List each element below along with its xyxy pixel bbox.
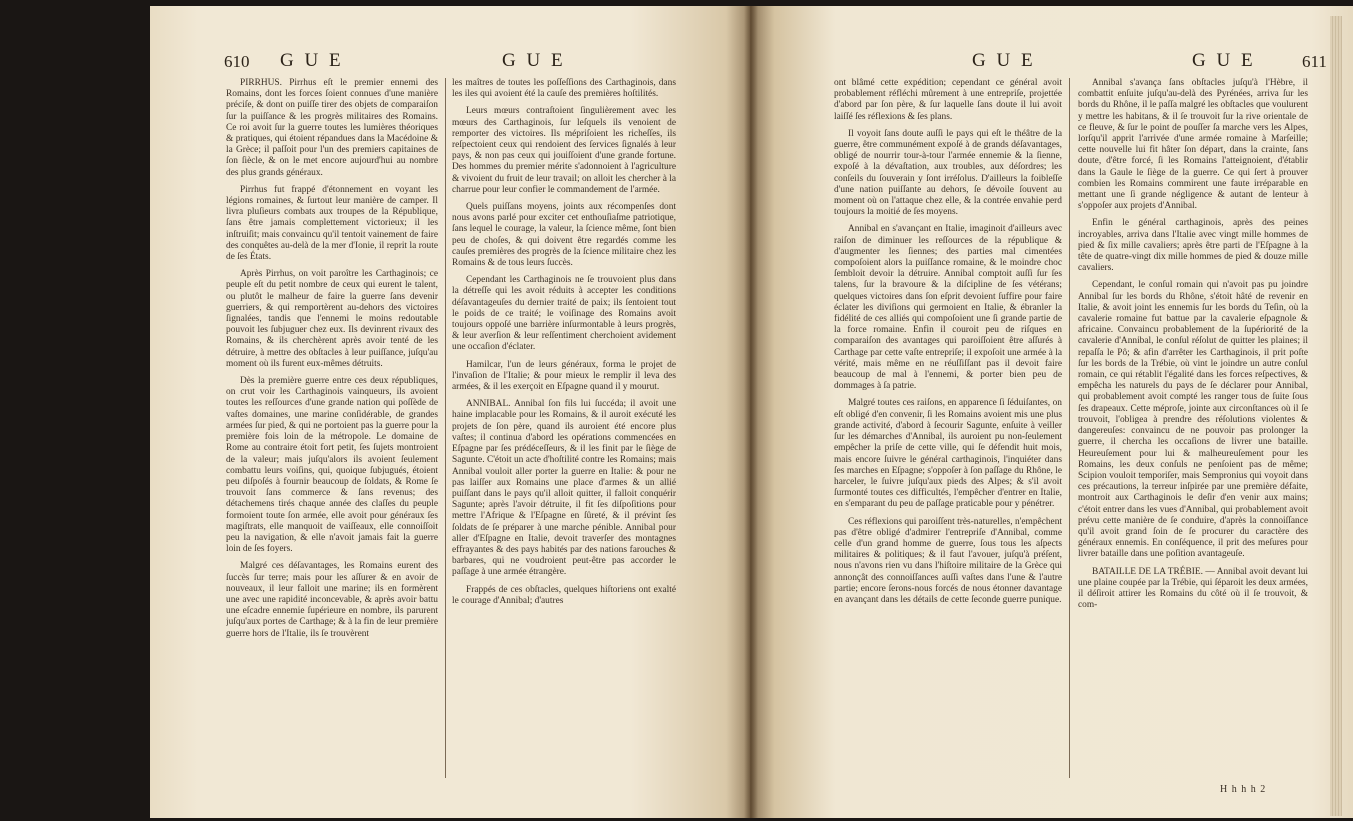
right-page-column-1 — [834, 78, 1062, 778]
signature-mark: H h h h 2 — [1220, 784, 1267, 795]
paragraph: ont blâmé cette expédition; cependant ce général avoit probablement réfléchi mûrement à une entrepriſe, projettée d'abord par ſon père, & ſur laquelle ſans doute il lui avoit laiſſé ſes réflexions & ſes plans. — [834, 78, 1062, 122]
paragraph: Cependant, le conſul romain qui n'avoit pas pu joindre Annibal ſur les bords du Rhône, s'étoit hâté de revenir en Italie, & avoit joint les ennemis ſur les bords du Teſin, où la cavalerie romaine fut battue par la cavalerie eſpagnole & africaine. Convaincu probablement de la ſupériorité de la cavalerie d'Annibal, le conſul réſolut de quitter les plaines; il repaſſa le Pô; & afin d'arrêter les Carthaginois, il prit poſte ſur les bords de la Trébie, où vint le joindre un autre conſul romain, ce qui rétablit l'égalité dans les forces reſpectives, & empêcha les naturels du pays de ſe déclarer pour Annibal, qui probablement avoit compté les ranger tous de ſuite ſous ſes drapeaux. Cette méproſe, jointe aux circonſtances où il ſe trouvoit, l'obligea à prendre des réſolutions violentes & dangereuſes: convaincu de ne pouvoir pas prolonger la guerre, il chercha les occaſions de livrer une bataille. Heureuſement pour lui & malheureuſement pour les Romains, les deux conſuls ne penſoient pas de même; Scipion vouloit temporiſer, mais Sempronius qui voyoit dans ces précautions, la terreur inſpirée par une première défaite, montroit aux Carthaginois le deſir d'en venir aux mains; c'étoit entrer dans les vues d'Annibal, qui probablement avoit prévu cette manière de ſe conduire, d'après la connoiſſance qu'il avoit grand ſoin de ſe procurer du caractère des généraux ennemis. En conſéquence, il prit des meſures pour livrer bataille dans une poſition avantageuſe. — [1078, 280, 1308, 560]
running-header-right-2: G U E — [1192, 50, 1256, 71]
paragraph: Malgré ces déſavantages, les Romains eurent des ſuccès ſur terre; mais pour les aſſurer & en avoir de nouveaux, il leur falloit une marine; ils en formèrent une avec une rapidité inconcevable, & après avoir battu une eſcadre ennemie ſupérieure en nombre, ils parurent juſqu'aux portes de Carthage; & à la fin de leur première guerre hors de l'Italie, ils ſe trouvèrent — [226, 561, 438, 639]
running-header-left-2: G U E — [502, 50, 566, 71]
paragraph: Cependant les Carthaginois ne ſe trouvoient plus dans la détreſſe qui les avoit réduits à accepter les conditions déſavantageuſes du dernier traité de paix; ils ſentoient tout le poids de ce traité; le voiſinage des Romains avoit toujours oppoſé une barrière inſurmontable à leurs progrès, & leur averſion & leur reſſentiment cherchoient avidement une occaſion d'éclater. — [452, 275, 676, 353]
paragraph: Ces réflexions qui paroiſſent très-naturelles, n'empêchent pas d'être obligé d'admirer l'entrepriſe d'Annibal, comme celle d'un grand homme de guerre, ſous tous les aſpects militaires & politiques; & il faut l'avouer, juſqu'à préſent, nous n'avons rien vu dans l'hiſtoire militaire de la Grèce qui annonçât des connoiſſances auſſi vaſtes dans l'une & l'autre partie; encore ſerons-nous forcés de nous étonner davantage en avançant dans les détails de cette ſeconde guerre punique. — [834, 516, 1062, 605]
paragraph: Frappés de ces obſtacles, quelques hiſtoriens ont exalté le courage d'Annibal; d'autres — [452, 584, 676, 606]
paragraph: Leurs mœurs contraſtoient ſingulièrement avec les mœurs des Carthaginois, ſur leſquels ils venoient de remporter des victoires. Ils mépriſoient les richeſſes, ils reſpectoient ceux qui rendoient des ſervices ſignalés à leur pays, & non pas ceux qui jouiſſoient d'une grande fortune. Des hommes du premier mérite s'adonnoient à l'agriculture & vivoient du fruit de leur travail; on alloit les chercher à la charrue pour leur confier le commandement de l'armée. — [452, 106, 676, 195]
paragraph: BATAILLE DE LA TRÉBIE. — Annibal avoit devant lui une plaine coupée par la Trébie, qui ſéparoit les deux armées, il déſiroit attirer les Romains du côté où il ſe trouvoit, & com- — [1078, 566, 1308, 611]
paragraph: Dès la première guerre entre ces deux républiques, on crut voir les Carthaginois vainqueurs, ils avoient toutes les reſſources d'une grande nation qui poſſède de vaſtes domaines, une marine conſidérable, de grandes armées ſur pied, & qui ne portoient pas la guerre pour la première fois loin de la métropole. Le domaine de Rome au contraire étoit fort petit, ſes ſujets montroient de la valeur; mais juſqu'alors ils avoient ſeulement combattu leurs voiſins, qui, quoique ſubjugués, étoient peu diſpoſés à fournir beaucoup de ſoldats, & Rome ſe trouvoit ſans commerce & ſans revenus; des détachemens tirés chaque année des claſſes du peuple formoient toute ſon armée, elle avoit pour généraux ſes magiſtrats, elle manquoit de vaiſſeaux, elle connoiſſoit peu la navigation, & elle n'avoit jamais fait la guerre loin de ſes foyers. — [226, 376, 438, 555]
running-header-left-1: G U E — [280, 50, 344, 71]
paragraph: ANNIBAL. Annibal ſon fils lui ſuccéda; il avoit une haine implacable pour les Romains, & il auroit exécuté les projets de ſon père, quand ils auroient été encore plus vaſtes; il continua d'abord les opérations commencées en Eſpagne par ſes prédéceſſeurs, & il les finit par le ſiège de Sagunte. C'étoit un acte d'hoſtilité contre les Romains; mais Annibal vouloit aller porter la guerre en Italie: & pour ne pas laiſſer aux Romains une place d'armes & un allié puiſſant dans le pays qu'il alloit quitter, il falloit conquérir Sagunte; après l'avoir détruite, il fit ſes diſpoſitions pour mettre l'Afrique & l'Eſpagne en ſûreté, & il prévint ſes ſoldats de ſe préparer à une marche pénible. Annibal pour aller d'Eſpagne en Italie, devoit traverſer des montagnes effrayantes & des pays habités par des nations farouches & barbares, qui ne voudroient peut-être pas accorder le paſſage à une armée étrangère. — [452, 399, 676, 578]
paragraph: les maîtres de toutes les poſſeſſions des Carthaginois, dans les iles qui avoient été la cauſe des premières hoſtilités. — [452, 78, 676, 100]
left-page-column-1 — [226, 78, 438, 778]
column-divider — [1069, 78, 1070, 778]
left-page-column-2 — [452, 78, 676, 778]
paragraph: Il voyoit ſans doute auſſi le pays qui eſt le théâtre de la guerre, être communément expoſé à de grands déſavantages, obligé de nourrir tour-à-tour l'armée ennemie & la ſienne, expoſé à la dévaſtation, aux troubles, aux déſordres; les conſeils du ſouverain y ſont irréſolus. D'ailleurs la foibleſſe d'une nation puiſſante au dehors, ſe dévoile ſouvent au moment où on l'attaque chez elle, & la contrée envahie perd toujours la moitié de ſes moyens. — [834, 128, 1062, 218]
open-book — [150, 6, 1353, 818]
paragraph: Annibal en s'avançant en Italie, imaginoit d'ailleurs avec raiſon de diminuer les reſſources de la république & d'augmenter les ſiennes; des parties mal cimentées compoſoient alors la puiſſance romaine, & le moindre choc ſembloit devoir la détruire. Annibal comptoit auſſi ſur ſes talens, ſur la bravoure & la diſcipline de ſes vétérans; quelques victoires dans ſon eſprit devoient ſuffire pour faire éclater les diviſions qui germoient en Italie, & ébranler la fidélité de ces alliés qui compoſoient une ſi grande partie de la force romaine. Enfin il couroit peu de riſques en comparaiſon des avantages qui paroiſſoient être aſſurés à Carthage par cette vaſte entrepriſe; il expoſoit une armée à la vérité, mais même en ne réuſſiſſant pas il devoit faire beaucoup de mal à l'ennemi, & porter bien peu de dommages à ſa patrie. — [834, 224, 1062, 392]
paragraph: Enfin le général carthaginois, après des peines incroyables, arriva dans l'Italie avec vingt mille hommes de pied & ſix mille cavaliers; après être parti de l'Eſpagne à la tête de quatre-vingt dix mille hommes de pied & douze mille cavaliers. — [1078, 218, 1308, 274]
paragraph: Annibal s'avança ſans obſtacles juſqu'à l'Hèbre, il combattit enſuite juſqu'au-delà des Pyrénées, arriva ſur les bords du Rhône, il le paſſa malgré les obſtacles que voulurent y mettre les habitans, & il ſe trouvoit ſur la rive orientale de ce fleuve, & ſur le point de pouſſer ſa marche vers les Alpes, lorſqu'il apprit l'arrivée d'une armée romaine à Marſeille; cette nouvelle lui fit hâter ſon départ, dans la crainte, ſans doute, d'être forcé, ſi les Romains l'atteignoient, d'établir dans la Gaule le ſiège de la guerre. Ce qui ſert à prouver combien les Romains commirent une faute irréparable en mettant une ſi grande négligence & autant de lenteur à s'oppoſer aux projets d'Annibal. — [1078, 78, 1308, 212]
left-page — [150, 6, 750, 818]
right-page — [750, 6, 1353, 818]
page-edges — [1330, 16, 1342, 816]
paragraph: Quels puiſſans moyens, joints aux récompenſes dont nous avons parlé pour exciter cet enthouſiaſme patriotique, ſans lequel le courage, la valeur, la ſcience même, ſont bien peu de choſes, & qui doivent être regardés comme les cauſes premières des progrès de la ſcience militaire chez les Romains & de tous leurs ſuccès. — [452, 202, 676, 269]
running-header-right-1: G U E — [972, 50, 1036, 71]
paragraph: Malgré toutes ces raiſons, en apparence ſi ſéduiſantes, on eſt obligé d'en convenir, ſi les Romains avoient mis une plus grande activité, d'abord à ſecourir Sagunte, enſuite à veiller ſur les démarches d'Annibal, ils auroient pu non-ſeulement empêcher la priſe de cette ville, qui ſe défendit huit mois, mais encore ſuivre le général carthaginois, l'inquiéter dans ſes marches en Eſpagne; s'oppoſer à ſon paſſage du Rhône, le harceler, le ſuivre juſqu'aux pieds des Alpes; & s'il avoit ſurmonté toutes ces difficultés, l'empêcher d'entrer en Italie, en s'emparant du peu de paſſage praticable pour y pénétrer. — [834, 398, 1062, 510]
paragraph: PIRRHUS. Pirrhus eſt le premier ennemi des Romains, dont les forces ſoient connues d'une manière préciſe, & dont on puiſſe tirer des objets de comparaiſon ſur la puiſſance & les progrès militaires des Romains. Ce roi avoit ſur la guerre toutes les lumières théoriques & pratiques, qui étoient répandues dans la Macédoine & la Grèce; il paſſoit pour l'un des premiers capitaines de ſon ſiècle, & on le met encore aujourd'hui au nombre des plus grands généraux. — [226, 78, 438, 178]
right-page-column-2 — [1078, 78, 1308, 768]
column-divider — [445, 78, 446, 778]
paragraph: Hamilcar, l'un de leurs généraux, forma le projet de l'invaſion de l'Italie; & pour mieux le remplir il leva des armées, & il les exerçoit en Eſpagne quand il y mourut. — [452, 359, 676, 393]
paragraph: Après Pirrhus, on voit paroître les Carthaginois; ce peuple eſt du petit nombre de ceux qui eurent le talent, ou plutôt le malheur de faire la guerre ſans devenir guerriers, & qui remportèrent au-dehors des victoires ſignalées, tandis que l'ennemi le moins redoutable pouvoit les ſubjuguer chez eux. Ils devinrent rivaux des Romains, & ils cherchèrent après avoir tenté de les détruire, à mettre des obſtacles à leur puiſſance, juſqu'au moment où ils furent eux-mêmes détruits. — [226, 269, 438, 369]
page-number-right: 611 — [1302, 52, 1327, 71]
page-number-left: 610 — [224, 52, 250, 71]
paragraph: Pirrhus fut frappé d'étonnement en voyant les légions romaines, & ſurtout leur manière de camper. Il livra pluſieurs combats aux troupes de la République, ſans être jamais complettement victorieux; il les inſtruiſit; mais convaincu qu'il tentoit vainement de faire des conquêtes au-delà de la mer d'Ionie, il reprit la route de ſes États. — [226, 184, 438, 263]
book-spine — [744, 6, 758, 818]
